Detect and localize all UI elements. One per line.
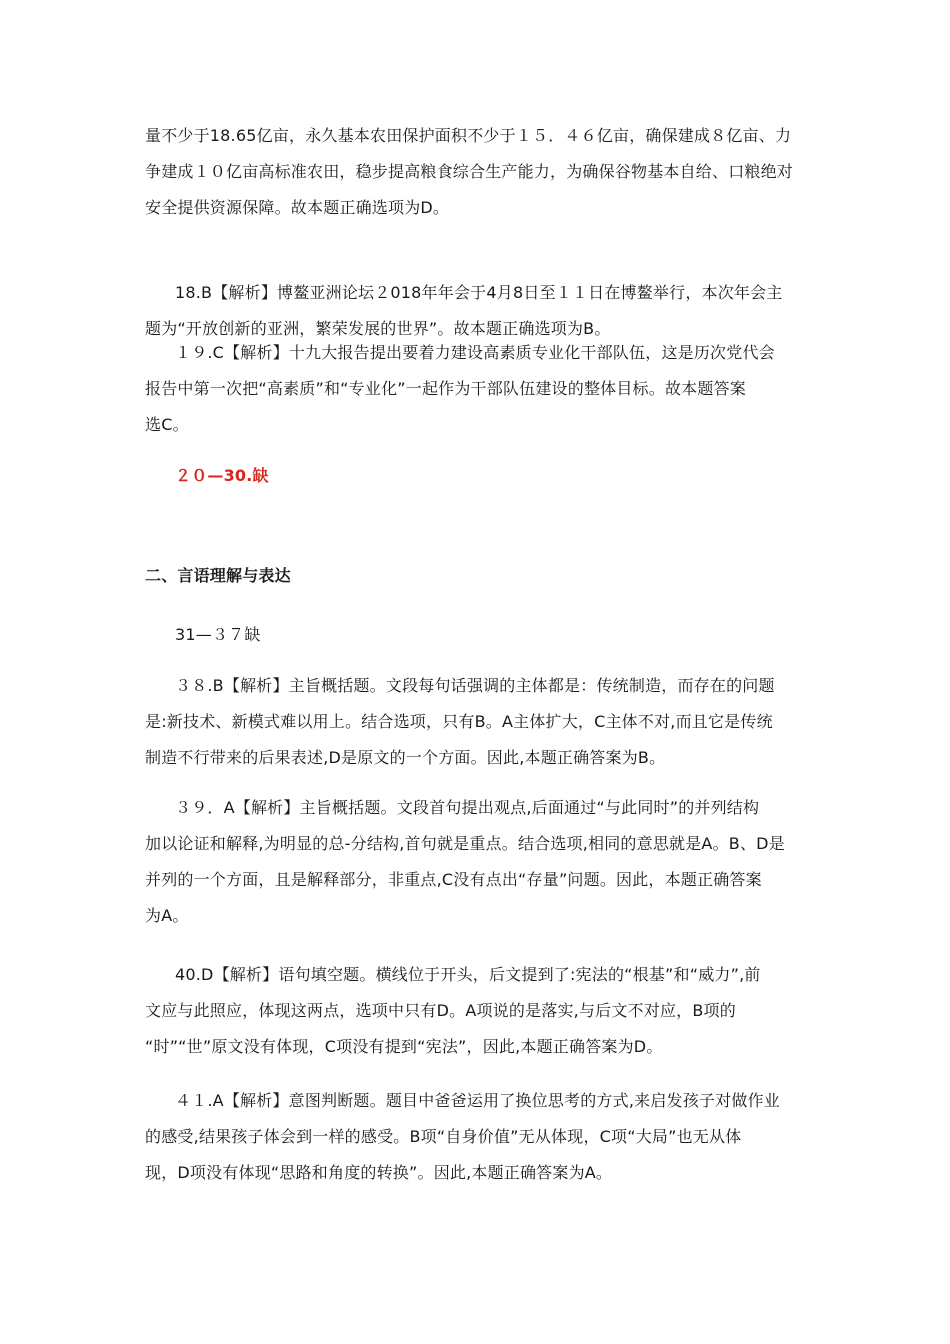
text-line: 现，D项没有体现“思路和角度的转换”。因此,本题正确答案为A。 (145, 1163, 613, 1182)
text-line: ４１.A【解析】意图判断题。题目中爸爸运用了换位思考的方式,来启发孩子对做作业 (175, 1091, 780, 1110)
text-line: 31—３７缺 (175, 625, 261, 644)
section-title: 二、言语理解与表达 (145, 566, 291, 585)
text-line: “时”“世”原文没有体现，C项没有提到“宪法”，因此,本题正确答案为D。 (145, 1037, 663, 1056)
answer-17-continued (145, 118, 810, 226)
text-line: １９.C【解析】十九大报告提出要着力建设高素质专业化干部队伍，这是历次党代会 (175, 343, 775, 362)
answer-20-30-missing (145, 458, 810, 494)
text-line: 18.B【解析】博鳌亚洲论坛２018年年会于4月8日至１１日在博鳌举行，本次年会主 (175, 283, 783, 302)
text-line: 的感受,结果孩子体会到一样的感受。B项“自身价值”无从体现，C项“大局”也无从体 (145, 1127, 742, 1146)
text-line: 并列的一个方面，且是解释部分，非重点,C没有点出“存量”问题。因此，本题正确答案 (145, 870, 762, 889)
answer-19 (145, 335, 810, 443)
text-line: ３８.B【解析】主旨概括题。文段每句话强调的主体都是：传统制造，而存在的问题 (175, 676, 775, 695)
text-line: ３９．A【解析】主旨概括题。文段首句提出观点,后面通过“与此同时”的并列结构 (175, 798, 760, 817)
answer-39 (145, 790, 810, 934)
text-line: 量不少于18.65亿亩，永久基本农田保护面积不少于１５．４６亿亩，确保建成８亿亩、力 (145, 126, 792, 145)
text-line: 加以论证和解释,为明显的总-分结构,首句就是重点。结合选项,相同的意思就是A。B、D是 (145, 834, 785, 853)
text-line: 争建成１０亿亩高标准农田，稳步提高粮食综合生产能力，为确保谷物基本自给、口粮绝对 (145, 162, 794, 181)
text-line: 文应与此照应，体现这两点，选项中只有D。A项说的是落实,与后文不对应，B项的 (145, 1001, 736, 1020)
text-line: 安全提供资源保障。故本题正确选项为D。 (145, 198, 450, 217)
text-line: 题为“开放创新的亚洲，繁荣发展的世界”。故本题正确选项为B。 (145, 319, 611, 338)
answer-41 (145, 1083, 810, 1191)
text-line: 是:新技术、新模式难以用上。结合选项，只有B。A主体扩大，C主体不对,而且它是传统 (145, 712, 773, 731)
answer-38 (145, 668, 810, 776)
section-heading (145, 558, 810, 594)
text-line: 为A。 (145, 906, 189, 925)
answer-40 (145, 957, 810, 1065)
missing-note: ２０—30.缺 (175, 466, 269, 485)
text-line: 报告中第一次把“高素质”和“专业化”一起作为干部队伍建设的整体目标。故本题答案 (145, 379, 746, 398)
text-line: 选C。 (145, 415, 189, 434)
answer-31-37-missing (145, 617, 810, 653)
text-line: 制造不行带来的后果表述,D是原文的一个方面。因此,本题正确答案为B。 (145, 748, 666, 767)
text-line: 40.D【解析】语句填空题。横线位于开头，后文提到了:宪法的“根基”和“威力”,前 (175, 965, 761, 984)
